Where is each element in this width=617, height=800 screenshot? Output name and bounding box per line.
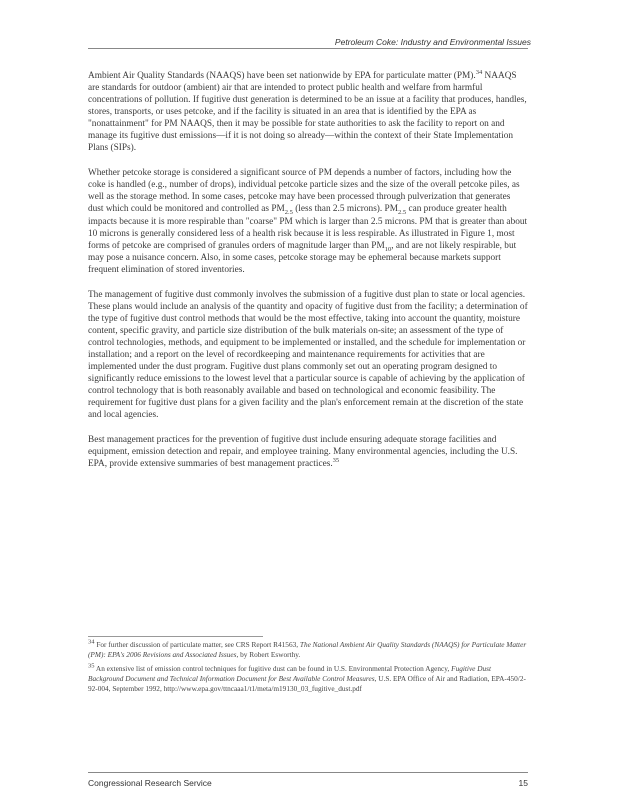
paragraph-dust-management: The management of fugitive dust commonly involves the submission of a fugitive dust plan to state or local agencies. These plans would include an analysis of the quantity and opacity of fugitive dust from the facility; a determination of the type of fugitive dust control methods that would be the most effective, taking into account the quantity, moisture content, specific gravity, and particle size distribution of the bulk materials on-site; an assessment of the type of control technologies, methods, and equipment to be implemented or installed, and the schedule for implementation or installation; and a report on the level of recordkeeping and maintenance requirements for activities that are implemented under the dust program. Fugitive dust plans commonly set out an operating program designed to significantly reduce emissions to the lowest level that a particular source is capable of achieving by the application of control technology that is both reasonably available and based on technological and economic feasibility. The requirement for fugitive dust plans for a given facility and the plan's enforcement remain at the discretion of the state and local agencies. <box>88 289 528 421</box>
footnote-text: An extensive list of emission control techniques for fugitive dust can be found in U.S. Environmental Protection Agency, <box>94 664 452 673</box>
footer-source: Congressional Research Service <box>88 778 212 788</box>
paragraph-text: can produce greater health impacts because it is more respirable than "coarse" PM which is larger than 2.5 microns. PM that is greater than about 10 microns is generally considered less of a health risk because it is less respirable. As illustrated in <box>88 204 528 239</box>
footnote-ref-35[interactable]: 35 <box>332 457 340 465</box>
paragraph-text: Whether petcoke storage is considered a significant source of PM depends a number of factors, including how the coke is handled (e.g., number of drops), individual petcoke particle sizes and the size of the overall petcoke piles, as well as the storage method. In some cases, petcoke may have been processed through pulverization that generates dust which could be monitored and controlled as PM <box>88 168 520 215</box>
page-number: 15 <box>518 778 528 788</box>
paragraph-text: , and are not likely respirable, but may pose a nuisance concern. Also, in some cases, petcoke storage may be ephemeral because markets support frequent elimination of stored inventories. <box>88 240 517 275</box>
paragraph-text: NAAQS are standards for outdoor (ambient) air that are intended to protect public health and welfare from harmful concentrations of pollution. If fugitive dust generation is determined to be an issue at a facility that produces, handles, stores, transports, or uses petcoke, and if the facility is situated in an area that is identified by the EPA as "nonattainment" for PM NAAQS, then it may be possible for state authorities to ask the facility to report on and manage its fugitive dust emissions—if it is not doing so already—within the context of their State Implementation Plans (SIPs). <box>88 71 527 154</box>
footnote-text: , by Robert Esworthy. <box>236 650 301 659</box>
subscript: 2.5 <box>284 209 293 217</box>
footnote-rule <box>88 636 263 637</box>
footnote-title: Fugitive Dust Background Document and Technical Information Document for Best Available Control Measures <box>88 664 492 683</box>
paragraph-naaqs <box>88 70 528 154</box>
paragraph-text: Ambient Air Quality Standards (NAAQS) have been set nationwide by EPA for particulate matter (PM). <box>88 71 476 81</box>
paragraph-best-practices <box>88 434 528 470</box>
paragraph-petcoke-storage <box>88 167 528 275</box>
footnotes <box>88 640 528 698</box>
figure-1-link[interactable]: Figure 1 <box>460 228 492 239</box>
subscript: 2.5 <box>398 209 407 217</box>
subscript: 10 <box>384 245 392 253</box>
header-rule <box>88 48 528 49</box>
footnote-text: For further discussion of particulate matter, see CRS Report R41563, <box>94 640 300 649</box>
footer-rule <box>88 772 528 773</box>
footnote-34 <box>88 640 528 660</box>
footnote-text[interactable]: , U.S. EPA Office of Air and Radiation, EPA-450/2-92-004, September 1992, http://www.epa.gov/ttncaaa1/t1/meta/m19130_03_fugitive_dust.pdf <box>88 674 526 693</box>
footnote-ref-34[interactable]: 34 <box>475 68 483 76</box>
footnote-number: 35 <box>88 662 95 670</box>
running-header: Petroleum Coke: Industry and Environmental Issues <box>334 37 531 47</box>
paragraph-text: (less than 2.5 microns). PM <box>292 204 398 215</box>
footnote-35 <box>88 664 528 694</box>
footnote-title: The National Ambient Air Quality Standards (NAAQS) for Particulate Matter (PM): EPA's 2006 Revisions and Associated Issues <box>88 640 527 659</box>
footnote-number: 34 <box>88 638 95 646</box>
body-text <box>88 70 528 483</box>
paragraph-text: Best management practices for the prevention of fugitive dust include ensuring adequate storage facilities and equipment, emission detection and repair, and employee training. Many environmental agencies, including the U.S. EPA, provide extensive summaries of best management practices. <box>88 435 518 470</box>
paragraph-text: , most forms of petcoke are comprised of granules orders of magnitude larger than PM <box>88 228 515 251</box>
